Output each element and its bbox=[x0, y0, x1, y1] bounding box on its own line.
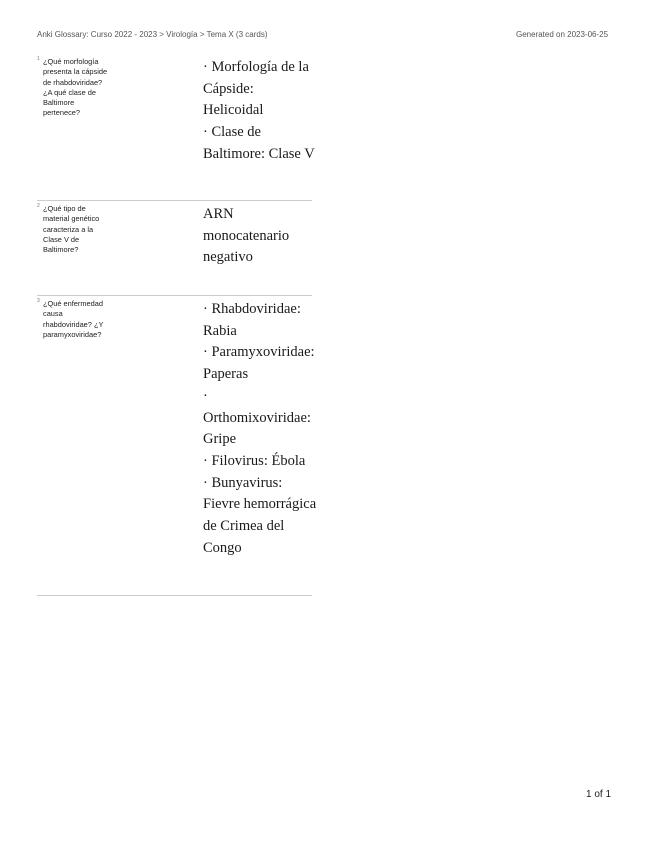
card-number: 2 bbox=[37, 203, 40, 209]
answer-line: · Paramyxoviridae: Paperas bbox=[203, 344, 315, 383]
card-2 bbox=[37, 204, 312, 296]
answer-line: · Filovirus: Ébola bbox=[203, 452, 306, 469]
card-number: 1 bbox=[37, 56, 40, 62]
answer-line: · Rhabdoviridae: Rabia bbox=[203, 301, 301, 339]
answer-line: · Orthomixoviridae: Gripe bbox=[203, 387, 311, 448]
card-3 bbox=[37, 298, 317, 596]
answer-line: ARN monocatenario negativo bbox=[203, 206, 290, 266]
card-answer bbox=[203, 57, 317, 166]
answer-line: · Morfología de la Cápside: Helicoidal bbox=[203, 59, 309, 119]
card-question: ¿Qué enfermedad causa rhabdoviridae? ¿Y paramyxoviridae? bbox=[43, 299, 104, 339]
page-number: 1 of 1 bbox=[586, 789, 612, 800]
card-number: 3 bbox=[37, 298, 40, 304]
card-question: ¿Qué morfología presenta la cápside de rhabdoviridae? ¿A qué clase de Baltimore pertenece? bbox=[43, 57, 108, 118]
card-answer bbox=[203, 204, 317, 269]
card-answer bbox=[203, 299, 317, 559]
generated-date: Generated on 2023-06-25 bbox=[516, 30, 609, 39]
document-title: Anki Glossary: Curso 2022 - 2023 > Virología > Tema X (3 cards) bbox=[37, 30, 268, 39]
answer-line: · Clase de Baltimore: Clase V bbox=[203, 124, 315, 162]
answer-line: · Bunyavirus: Fievre hemorrágica de Crimea del Congo bbox=[203, 474, 317, 556]
card-question: ¿Qué tipo de material genético caracteriza a la Clase V de Baltimore? bbox=[43, 204, 100, 255]
card-1 bbox=[37, 56, 315, 201]
